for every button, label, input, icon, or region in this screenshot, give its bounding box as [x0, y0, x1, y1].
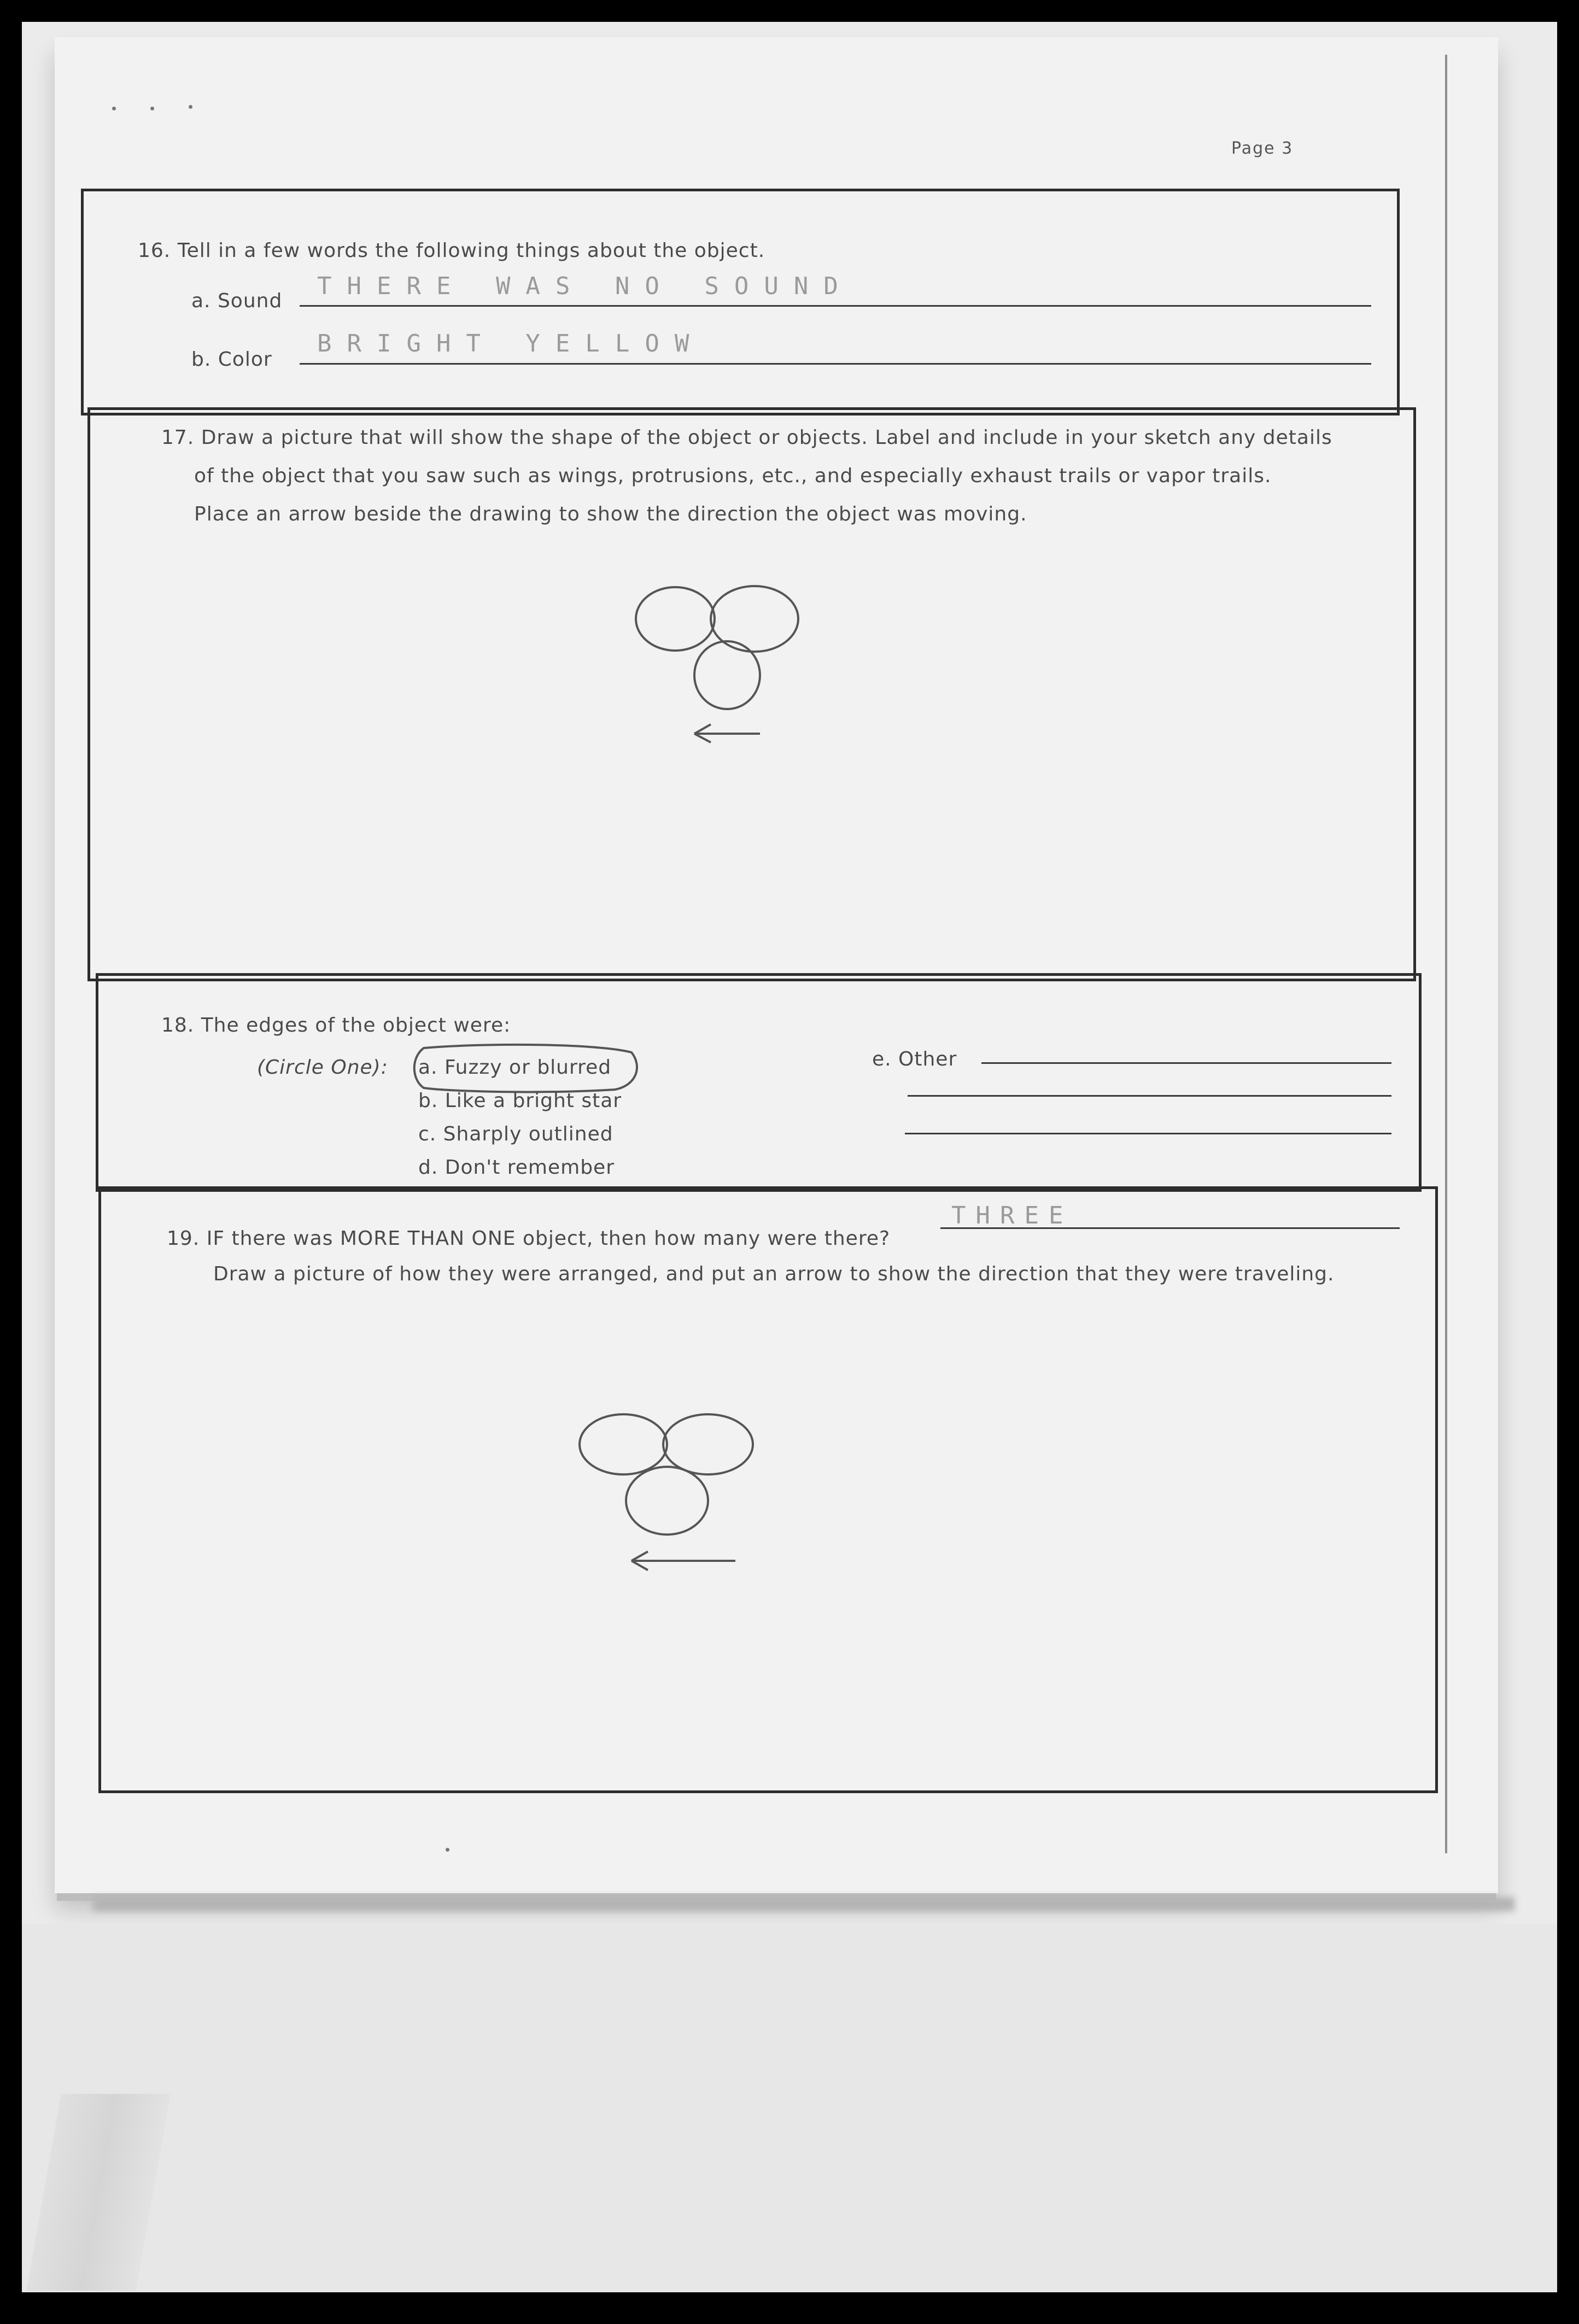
q18-option-d[interactable]: d. Don't remember — [418, 1156, 615, 1179]
speck — [446, 1848, 449, 1852]
q16-color-line — [300, 363, 1371, 365]
q17-line3: Place an arrow beside the drawing to show the direction the object was moving. — [194, 503, 1027, 525]
q18-instruction: (Circle One): — [257, 1056, 388, 1079]
q18-option-b[interactable]: b. Like a bright star — [418, 1090, 622, 1112]
speck — [189, 105, 192, 109]
q18-other-line-3[interactable] — [905, 1133, 1391, 1134]
q16-sound-answer[interactable]: THERE WAS NO SOUND — [317, 272, 853, 300]
q17-line2: of the object that you saw such as wings, protrusions, etc., and especially exhaust trails or vapor trails. — [194, 465, 1272, 487]
q18-option-c[interactable]: c. Sharply outlined — [418, 1123, 613, 1145]
sheet-edge-line — [1445, 55, 1447, 1853]
speck — [112, 107, 116, 110]
q19-line2: Draw a picture of how they were arranged, and put an arrow to show the direction that they were traveling. — [213, 1263, 1335, 1285]
q18-box — [96, 973, 1422, 1192]
scan-background — [22, 1924, 1557, 2292]
q18-other-label: e. Other — [872, 1048, 957, 1070]
q19-answer[interactable]: THREE — [951, 1202, 1073, 1230]
q17-object-sketch — [629, 579, 820, 754]
selection-circle-icon — [414, 1045, 637, 1092]
q16-sound-line — [300, 305, 1371, 307]
q19-arrangement-sketch — [574, 1410, 771, 1585]
q17-line1: 17. Draw a picture that will show the shape of the object or objects. Label and include in your sketch any details — [161, 426, 1332, 449]
object-oval-left — [636, 587, 715, 651]
q18-prompt: 18. The edges of the object were: — [161, 1014, 511, 1037]
object-oval-bottom — [626, 1467, 708, 1535]
q18-other-line-1[interactable] — [981, 1062, 1391, 1064]
q16-sound-label: a. Sound — [191, 290, 283, 312]
object-oval-right — [663, 1414, 753, 1474]
q18-option-a[interactable]: a. Fuzzy or blurred — [418, 1056, 612, 1079]
direction-arrow-left-icon — [631, 1552, 735, 1570]
sheet-shadow — [93, 1897, 1514, 1911]
q18-selection-circle — [407, 1041, 642, 1096]
direction-arrow-left-icon — [694, 724, 760, 742]
object-oval-left — [580, 1414, 667, 1474]
object-oval-bottom — [694, 641, 760, 709]
speck — [150, 107, 154, 110]
q18-other-line-2[interactable] — [908, 1095, 1391, 1097]
q16-prompt: 16. Tell in a few words the following things about the object. — [138, 239, 765, 262]
q16-color-label: b. Color — [191, 348, 272, 371]
q16-color-answer[interactable]: BRIGHT YELLOW — [317, 330, 705, 358]
page-number: Page 3 — [1231, 139, 1294, 158]
q19-prompt: 19. IF there was MORE THAN ONE object, then how many were there? — [167, 1227, 891, 1250]
